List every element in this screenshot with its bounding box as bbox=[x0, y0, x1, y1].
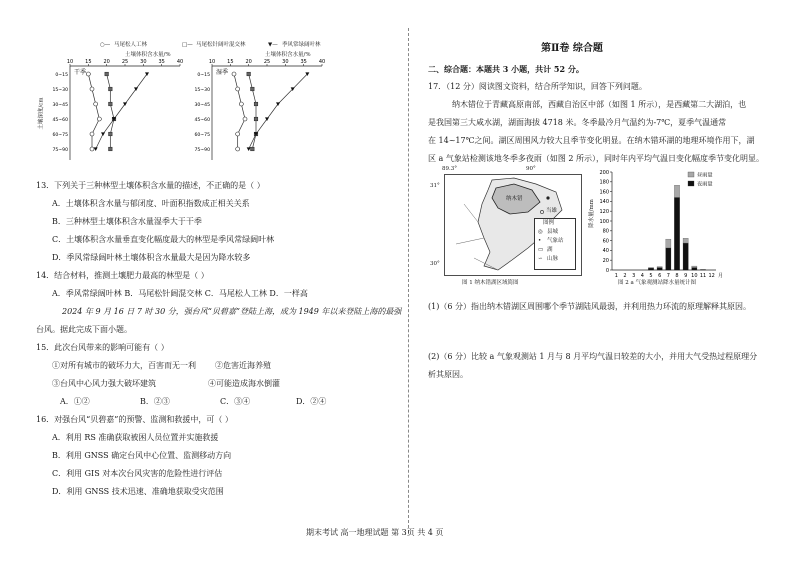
soil-point-square bbox=[251, 147, 255, 151]
precip-y-tick-label: 100 bbox=[599, 218, 609, 225]
map-legend bbox=[534, 218, 576, 270]
soil-x-tick-label: 20 bbox=[103, 59, 110, 65]
q16-stem: 16．对强台风“贝碧嘉”的预警、监测和救援中，可（ ） bbox=[36, 415, 233, 424]
map-lon-2: 90° bbox=[526, 166, 536, 172]
soil-y-tick-label: 60~75 bbox=[194, 133, 210, 138]
map-caption: 图 1 纳木错湖区域简图 bbox=[462, 280, 519, 286]
q15-item-1: ①对所有城市的破坏力大，百害而无一利 bbox=[52, 361, 196, 370]
precip-bar-night bbox=[648, 268, 653, 270]
soil-x-tick-label: 35 bbox=[300, 59, 307, 65]
soil-x-tick-label: 35 bbox=[158, 59, 165, 65]
precip-x-tick-label: 7 bbox=[666, 273, 670, 278]
map-legend-station: 气象站 bbox=[547, 238, 564, 244]
q13-option-c[interactable]: C．土壤体积含水量垂直变化幅度最大的林型是季风常绿阔叶林 bbox=[52, 235, 275, 244]
legend-item-3: 季风常绿阔叶林 bbox=[282, 42, 321, 48]
q15-item-2: ②危害近海养殖 bbox=[215, 361, 271, 370]
soil-x-tick-label: 40 bbox=[318, 59, 326, 65]
soil-point-triangle bbox=[101, 132, 105, 136]
precip-bar-night bbox=[657, 268, 662, 270]
precip-bar-day bbox=[674, 185, 679, 197]
precip-x-tick-label: 11 bbox=[699, 273, 707, 278]
q17-para-2: 是我国第三大咸水湖，湖面海拔 4718 米。冬季最冷月气温约为-7℃，夏季气温通常 bbox=[428, 118, 727, 127]
precip-y-tick-label: 40 bbox=[602, 248, 609, 255]
map-lat-2: 30° bbox=[430, 261, 440, 267]
q17-intro: 17．（12 分）阅读图文资料，结合所学知识，回答下列问题。 bbox=[428, 82, 647, 91]
column-divider bbox=[408, 28, 409, 533]
precip-bar-day bbox=[683, 238, 688, 243]
precip-x-tick-label: 4 bbox=[640, 273, 644, 278]
q13-option-b[interactable]: B．三种林型土壤体积含水量湿季大于干季 bbox=[52, 217, 202, 226]
soil-x-tick-label: 30 bbox=[282, 59, 289, 65]
soil-y-tick-label: 30~45 bbox=[52, 103, 68, 108]
q17-para-4: 区 a 气象站检测该地冬季多夜雨（如图 2 所示），同时年内平均气温日变化幅度季节变化明显。 bbox=[428, 154, 765, 163]
typhoon-line-2: 台风。据此完成下面小题。 bbox=[36, 325, 132, 334]
soil-x-tick-label: 15 bbox=[85, 59, 92, 65]
map-legend-mountain: 山脉 bbox=[547, 256, 559, 262]
soil-y-tick-label: 75~90 bbox=[194, 148, 210, 153]
q15-item-4: ④可能造成海水倒灌 bbox=[208, 379, 280, 388]
soil-point-circle bbox=[94, 102, 98, 106]
soil-point-circle bbox=[236, 132, 240, 136]
q17-sub-2-line-2: 析其原因。 bbox=[428, 370, 468, 379]
soil-y-tick-label: 15~30 bbox=[52, 88, 68, 93]
q17-para-3: 在 14~17℃之间。湖区周围风力较大且季节变化明显。在纳木错环湖的地理环境作用下，湖 bbox=[428, 136, 755, 145]
q17-sub-2-line-1: (2)（6 分）比较 a 气象观测站 1 月与 8 月平均气温日较差的大小，并用大气受热过程原理分 bbox=[428, 352, 758, 361]
soil-y-tick-label: 0~15 bbox=[55, 73, 68, 78]
precip-bar-day bbox=[666, 239, 671, 248]
precip-y-tick-label: 180 bbox=[599, 179, 609, 186]
soil-y-tick-label: 45~60 bbox=[194, 118, 210, 123]
q15-option-d[interactable]: D．②④ bbox=[296, 397, 327, 406]
map-legend-county: 县城 bbox=[547, 229, 559, 235]
precip-x-tick-label: 6 bbox=[658, 273, 662, 278]
precip-legend-label: 昼雨量 bbox=[697, 172, 713, 179]
soil-y-tick-label: 45~60 bbox=[52, 118, 68, 123]
legend-station-icon: • bbox=[538, 238, 542, 244]
soil-point-square bbox=[251, 87, 255, 91]
soil-point-square bbox=[109, 102, 113, 106]
legend-lake-icon: ▭ bbox=[538, 247, 544, 253]
precip-y-tick-label: 140 bbox=[599, 199, 609, 206]
precip-y-tick-label: 120 bbox=[599, 209, 609, 215]
soil-point-square bbox=[254, 102, 258, 106]
precip-legend-swatch bbox=[688, 172, 694, 177]
q15-option-c[interactable]: C．③④ bbox=[220, 397, 251, 406]
soil-charts-figure bbox=[40, 40, 380, 172]
soil-moisture-charts bbox=[40, 58, 380, 180]
soil-x-tick-label: 15 bbox=[227, 59, 234, 65]
precip-x-tick-label: 1 bbox=[614, 273, 618, 278]
soil-series-line bbox=[96, 74, 147, 149]
precip-x-tick-label: 8 bbox=[675, 273, 679, 278]
soil-point-circle bbox=[86, 72, 90, 76]
soil-y-tick-label: 75~90 bbox=[52, 148, 68, 153]
q16-option-c[interactable]: C．利用 GIS 对本次台风灾害的危险性进行评估 bbox=[52, 469, 223, 478]
legend-mountain-icon: ∽ bbox=[538, 256, 543, 262]
map-town-label: 当雄 bbox=[546, 208, 558, 214]
q15-option-b[interactable]: B．②③ bbox=[140, 397, 170, 406]
legend-item-2: 马尾松针阔叶混交林 bbox=[196, 42, 246, 48]
soil-panel-label: 湿季 bbox=[216, 69, 229, 76]
soil-point-square bbox=[109, 132, 113, 136]
precip-x-tick-label: 12 bbox=[708, 273, 715, 278]
precip-chart-figure bbox=[590, 166, 750, 294]
soil-point-circle bbox=[90, 87, 94, 91]
precip-x-tick-label: 10 bbox=[691, 273, 698, 278]
soil-x-tick-label: 30 bbox=[140, 59, 147, 65]
soil-series-line bbox=[107, 74, 114, 149]
precip-bar-day bbox=[657, 267, 662, 268]
map-legend-lake: 湖 bbox=[547, 247, 553, 253]
soil-axis-title-2: 土壤体积含水量/% bbox=[265, 52, 311, 58]
soil-x-tick-label: 10 bbox=[66, 59, 74, 65]
soil-point-circle bbox=[90, 132, 94, 136]
q14-options[interactable]: A．季风常绿阔叶林 B．马尾松针阔混交林 C．马尾松人工林 D．一样高 bbox=[52, 289, 308, 298]
typhoon-line-1: 2024 年 9 月 16 日 7 时 30 分，强台风“贝碧嘉”登陆上海，成为 1949 年以来登陆上海的最强 bbox=[62, 307, 402, 316]
soil-point-circle bbox=[90, 147, 94, 151]
precip-ylabel: 降水量/mm bbox=[588, 199, 595, 228]
precip-y-tick-label: 60 bbox=[602, 238, 609, 245]
soil-point-circle bbox=[97, 117, 101, 121]
precip-bar-chart bbox=[590, 166, 750, 278]
soil-x-tick-label: 10 bbox=[208, 59, 216, 65]
q16-option-b[interactable]: B．利用 GNSS 确定台风中心位置、监测移动方向 bbox=[52, 451, 232, 460]
soil-y-tick-label: 0~15 bbox=[197, 73, 210, 78]
precip-bar-night bbox=[683, 243, 688, 270]
q17-sub-1: (1)（6 分）指出纳木错湖区周围哪个季节湖陆风最弱，并利用热力环流的原理解释其原因。 bbox=[428, 302, 751, 311]
precip-bar-day bbox=[692, 266, 697, 267]
soil-point-circle bbox=[243, 117, 247, 121]
q16-option-a[interactable]: A．利用 RS 准确获取被困人员位置并实施救援 bbox=[52, 433, 219, 442]
precip-x-tick-label: 3 bbox=[632, 273, 636, 278]
soil-y-tick-label: 60~75 bbox=[52, 133, 68, 138]
soil-series-line bbox=[234, 74, 245, 149]
legend-county-icon: ◎ bbox=[538, 229, 543, 235]
map-legend-title: 图例 bbox=[543, 220, 555, 226]
soil-x-tick-label: 25 bbox=[121, 59, 129, 65]
soil-y-tick-label: 15~30 bbox=[194, 88, 210, 93]
soil-axis-title-1: 土壤体积含水量/% bbox=[125, 52, 171, 58]
q16-option-d[interactable]: D．利用 GNSS 技术迅速、准确地获取受灾范围 bbox=[52, 487, 224, 496]
part2-title: 第Ⅱ卷 综合题 bbox=[541, 43, 603, 54]
page-footer: 期末考试 高一地理试题 第 3页 共 4 页 bbox=[306, 528, 444, 537]
soil-x-tick-label: 25 bbox=[263, 59, 271, 65]
q13-stem: 13．下列关于三种林型土壤体积含水量的描述，不正确的是（ ） bbox=[36, 181, 265, 190]
weather-station-marker bbox=[546, 196, 549, 199]
soil-point-circle bbox=[236, 147, 240, 151]
precip-y-tick-label: 80 bbox=[602, 228, 609, 235]
soil-point-square bbox=[105, 72, 109, 76]
q15-item-3: ③台风中心风力强大破坏建筑 bbox=[52, 379, 156, 388]
legend-item-1: 马尾松人工林 bbox=[114, 42, 148, 48]
soil-point-triangle bbox=[247, 147, 251, 151]
soil-series-line bbox=[249, 74, 308, 149]
soil-series-line bbox=[88, 74, 99, 149]
soil-point-square bbox=[109, 147, 113, 151]
q15-stem: 15．此次台风带来的影响可能有（ ） bbox=[36, 343, 169, 352]
map-lon-1: 89.3° bbox=[442, 166, 457, 172]
soil-y-label: 土壤深度/cm bbox=[38, 97, 45, 130]
namco-map-figure bbox=[430, 166, 586, 294]
map-lat-1: 31° bbox=[430, 183, 440, 189]
precip-y-tick-label: 0 bbox=[605, 267, 609, 274]
precip-bar-night bbox=[674, 197, 679, 270]
soil-point-square bbox=[247, 72, 251, 76]
soil-panel-label: 干季 bbox=[74, 69, 87, 76]
soil-point-square bbox=[254, 117, 258, 121]
q15-option-a[interactable]: A．①② bbox=[60, 397, 90, 406]
precip-bar-night bbox=[666, 248, 671, 270]
precip-y-tick-label: 160 bbox=[599, 189, 609, 196]
soil-legend: ○— 马尾松人工林 □— 马尾松针阔叶混交林 ▼— 季风常绿阔叶林 bbox=[100, 42, 321, 48]
soil-series-line bbox=[249, 74, 256, 149]
precip-y-tick-label: 200 bbox=[599, 169, 609, 176]
precip-caption: 图 2 a 气象观测站降水量统计图 bbox=[618, 280, 697, 286]
part2-header: 二、综合题：本题共 3 小题，共计 52 分。 bbox=[428, 64, 584, 74]
precip-x-tick-label: 9 bbox=[684, 273, 688, 278]
map-lake-label: 纳木错 bbox=[506, 196, 523, 202]
soil-x-tick-label: 20 bbox=[245, 59, 252, 65]
precip-x-tick-label: 2 bbox=[623, 273, 627, 278]
precip-legend-swatch bbox=[688, 181, 694, 186]
q17-para-1: 纳木错位于青藏高原南部，西藏自治区中部（如图 1 所示），是西藏第二大湖泊，也 bbox=[452, 100, 747, 109]
precip-x-tick-label: 5 bbox=[649, 273, 653, 278]
precip-bar-night bbox=[692, 268, 697, 270]
soil-x-tick-label: 40 bbox=[176, 59, 184, 65]
soil-point-circle bbox=[232, 72, 236, 76]
soil-y-tick-label: 30~45 bbox=[194, 103, 210, 108]
q14-stem: 14．结合材料，推测土壤肥力最高的林型是（ ） bbox=[36, 271, 209, 280]
soil-point-circle bbox=[239, 102, 243, 106]
precip-y-tick-label: 20 bbox=[602, 258, 609, 264]
soil-point-square bbox=[109, 87, 113, 91]
q13-option-a[interactable]: A．土壤体积含水量与郁闭度、叶面积指数成正相关关系 bbox=[52, 199, 250, 208]
precip-x-label: 月 bbox=[718, 273, 724, 278]
soil-point-circle bbox=[236, 87, 240, 91]
q13-option-d[interactable]: D．季风常绿阔叶林土壤体积含水量最大是因为降水较多 bbox=[52, 253, 251, 262]
precip-legend-label: 夜雨量 bbox=[697, 181, 713, 188]
